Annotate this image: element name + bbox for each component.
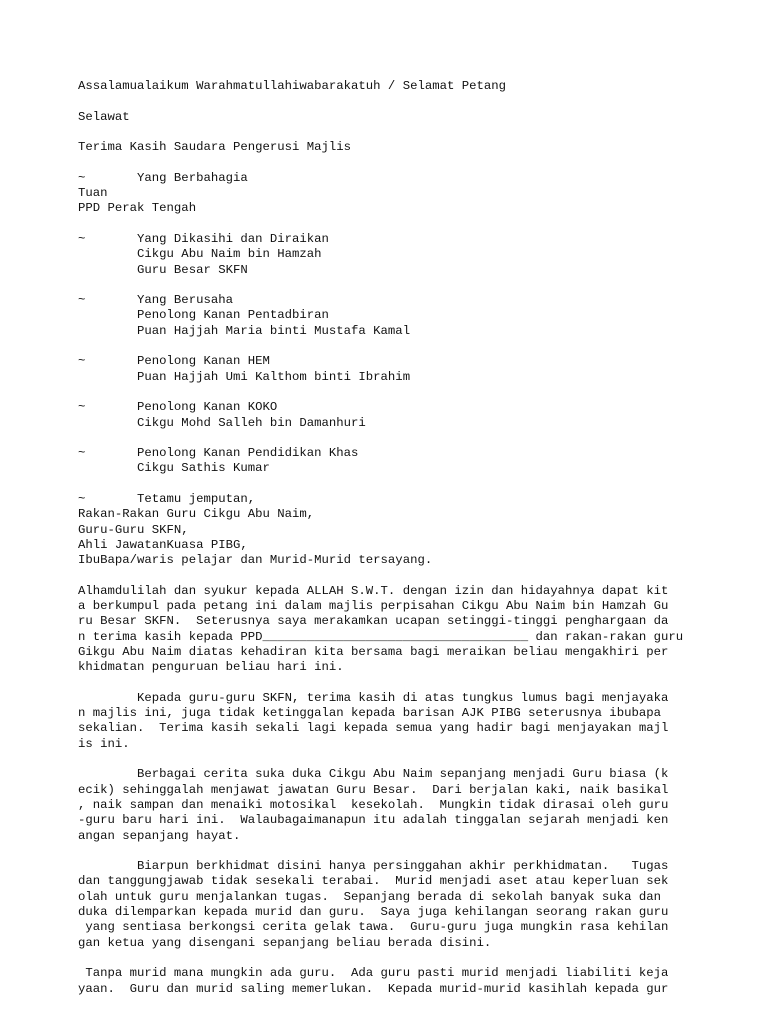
document-line: Selawat [78, 109, 130, 124]
document-line: ~ Yang Berbahagia [78, 170, 248, 185]
document-line: Biarpun berkhidmat disini hanya persinggahan akhir perkhidmatan. Tugas [78, 859, 669, 874]
document-line: Cikgu Sathis Kumar [78, 461, 270, 476]
document-line: Cikgu Mohd Salleh bin Damanhuri [78, 415, 366, 430]
document-line: n terima kasih kepada PPD____________________________________ dan rakan-rakan guru [78, 629, 684, 644]
document-line: gan ketua yang disengani sepanjang beliau berada disini. [78, 935, 492, 950]
document-line: Guru-Guru SKFN, [78, 522, 189, 537]
document-line: PPD Perak Tengah [78, 201, 197, 216]
document-line: n majlis ini, juga tidak ketinggalan kepada barisan AJK PIBG seterusnya ibubapa [78, 706, 661, 721]
document-line [78, 339, 758, 354]
document-line: ~ Penolong Kanan HEM [78, 354, 270, 369]
document-line: ru Besar SKFN. Seterusnya saya merakamkan ucapan setinggi-tinggi penghargaan da [78, 614, 669, 629]
document-line: ~ Yang Dikasihi dan Diraikan [78, 231, 329, 246]
document-line: Tanpa murid mana mungkin ada guru. Ada guru pasti murid menjadi liabiliti keja [78, 966, 669, 981]
document-line: dan tanggungjawab tidak sesekali terabai. Murid menjadi aset atau keperluan sek [78, 874, 669, 889]
document-line: yaan. Guru dan murid saling memerlukan. Kepada murid-murid kasihlah kepada gur [78, 981, 669, 996]
document-line: Berbagai cerita suka duka Cikgu Abu Naim sepanjang menjadi Guru biasa (k [78, 767, 669, 782]
document-line: sekalian. Terima kasih sekali lagi kepada semua yang hadir bagi menjayakan majl [78, 721, 669, 736]
document-line [78, 569, 758, 584]
document-line [78, 217, 758, 232]
document-line: ~ Tetamu jemputan, [78, 492, 256, 507]
document-line: Tuan [78, 186, 108, 201]
document-line: ecik) sehinggalah menjawat jawatan Guru Besar. Dari berjalan kaki, naik basikal [78, 782, 669, 797]
document-line [78, 431, 758, 446]
document-line [78, 385, 758, 400]
document-line: Kepada guru-guru SKFN, terima kasih di atas tungkus lumus bagi menjayaka [78, 690, 669, 705]
document-line: Alhamdulilah dan syukur kepada ALLAH S.W.T. dengan izin dan hidayahnya dapat kit [78, 583, 669, 598]
document-line [78, 278, 758, 293]
document-line: angan sepanjang hayat. [78, 828, 241, 843]
document-line [78, 125, 758, 140]
document-line [78, 477, 758, 492]
document-line [78, 752, 758, 767]
document-line: Puan Hajjah Maria binti Mustafa Kamal [78, 323, 411, 338]
document-line: IbuBapa/waris pelajar dan Murid-Murid tersayang. [78, 553, 433, 568]
document-line: ~ Penolong Kanan Pendidikan Khas [78, 446, 359, 461]
document-line: Cikgu Abu Naim bin Hamzah [78, 247, 322, 262]
document-line: Ahli JawatanKuasa PIBG, [78, 537, 248, 552]
document-line: Assalamualaikum Warahmatullahiwabarakatuh / Selamat Petang [78, 79, 507, 93]
document-line: Rakan-Rakan Guru Cikgu Abu Naim, [78, 507, 315, 522]
document-line: Penolong Kanan Pentadbiran [78, 308, 329, 323]
document-line: Puan Hajjah Umi Kalthom binti Ibrahim [78, 369, 411, 384]
document-line: Gikgu Abu Naim diatas kehadiran kita bersama bagi meraikan beliau mengakhiri per [78, 644, 669, 659]
document-line: Terima Kasih Saudara Pengerusi Majlis [78, 140, 352, 155]
document-line: Guru Besar SKFN [78, 262, 248, 277]
document-line [78, 155, 758, 170]
document-line: -guru baru hari ini. Walaubagaimanapun itu adalah tinggalan sejarah menjadi ken [78, 813, 669, 828]
document-line [78, 676, 758, 691]
document-line: khidmatan penguruan beliau hari ini. [78, 660, 344, 675]
document-page [78, 79, 758, 1024]
document-line [78, 844, 758, 859]
document-line: a berkumpul pada petang ini dalam majlis perpisahan Cikgu Abu Naim bin Hamzah Gu [78, 599, 669, 614]
document-line: duka dilemparkan kepada murid dan guru. Saya juga kehilangan seorang rakan guru [78, 905, 669, 920]
document-line: olah untuk guru menjalankan tugas. Sepanjang berada di sekolah banyak suka dan [78, 889, 661, 904]
document-line [78, 94, 758, 109]
document-line [78, 951, 758, 966]
document-line: , naik sampan dan menaiki motosikal kesekolah. Mungkin tidak dirasai oleh guru [78, 797, 669, 812]
document-line: is ini. [78, 736, 130, 751]
document-line: ~ Penolong Kanan KOKO [78, 400, 278, 415]
document-line: ~ Yang Berusaha [78, 293, 233, 308]
document-line: yang sentiasa berkongsi cerita gelak tawa. Guru-guru juga mungkin rasa kehilan [78, 920, 669, 935]
